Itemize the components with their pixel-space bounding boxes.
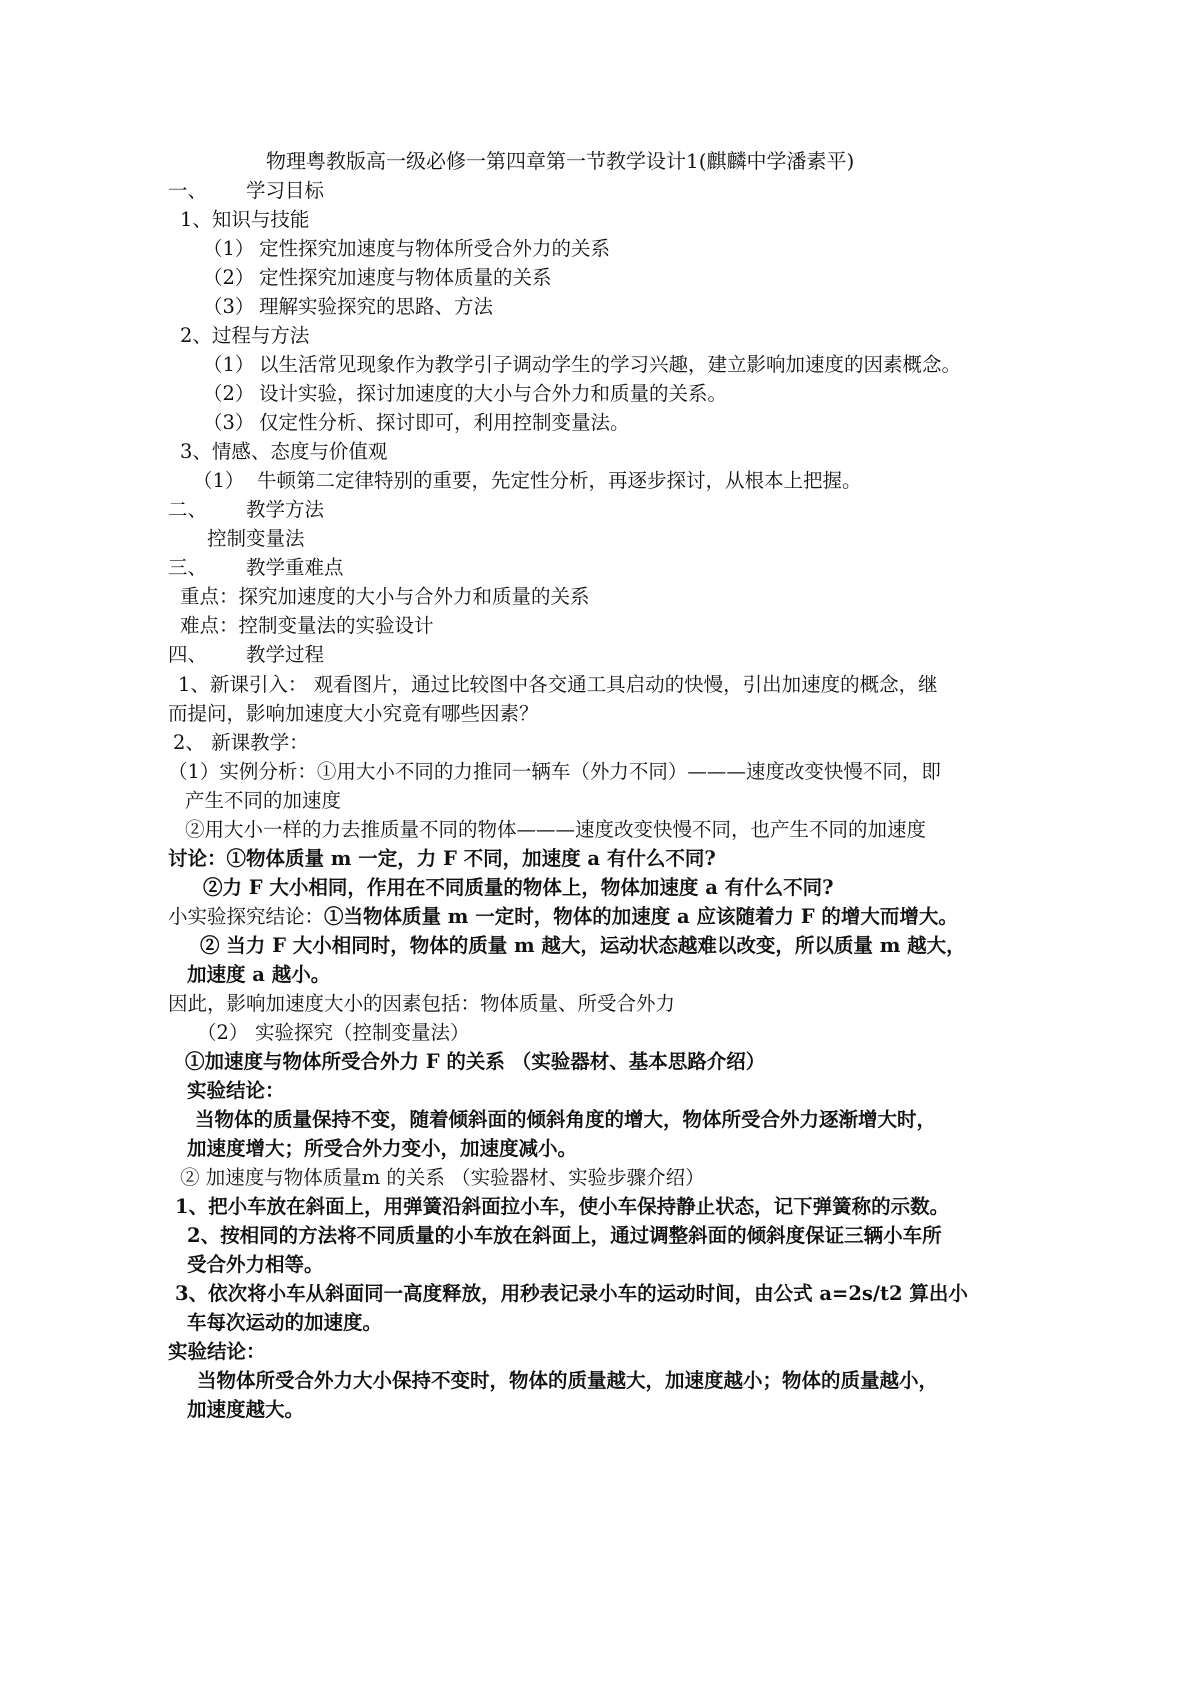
list-item <box>203 236 610 262</box>
experiment-a-conclusion-line-1: 当物体的质量保持不变，随着倾斜面的倾斜角度的增大，物体所受合外力逐渐增大时， <box>195 1108 937 1131</box>
item-text: 定性探究加速度与物体质量的关系 <box>259 266 552 289</box>
example-2: ②用大小一样的力去推质量不同的物体———速度改变快慢不同，也产生不同的加速度 <box>185 818 927 841</box>
difficult-point: 难点：控制变量法的实验设计 <box>180 614 434 637</box>
section-3-heading <box>168 555 344 581</box>
item-number: （1） <box>203 237 255 260</box>
section-2-heading <box>168 497 324 523</box>
item-text: 以生活常见现象作为教学引子调动学生的学习兴趣，建立影响加速度的因素概念。 <box>259 353 962 376</box>
section-4-heading <box>168 642 324 668</box>
small-experiment-conclusion <box>168 904 958 930</box>
list-item <box>193 468 862 494</box>
conclusion-2-line-2: 加速度 a 越小。 <box>187 963 331 986</box>
item-number: （1） <box>193 469 245 492</box>
document-title: 物理粤教版高一级必修一第四章第一节教学设计1(麒麟中学潘素平) <box>266 149 855 173</box>
item-number: （2） <box>197 1021 249 1044</box>
section-number: 二、 <box>168 498 208 521</box>
step-3-line-2: 车每次运动的加速度。 <box>187 1311 383 1334</box>
experiment-heading <box>197 1020 470 1046</box>
section-number: 四、 <box>168 643 208 666</box>
item-text: 仅定性分析、探讨即可，利用控制变量法。 <box>259 411 630 434</box>
section-title: 学习目标 <box>246 179 325 202</box>
step-1: 1、把小车放在斜面上，用弹簧沿斜面拉小车，使小车保持静止状态，记下弹簧称的示数。 <box>175 1195 950 1218</box>
conclusion-2-line-1: ② 当力 F 大小相同时，物体的质量 m 越大，运动状态越难以改变，所以质量 m 越大， <box>200 934 966 957</box>
section-title: 教学重难点 <box>246 556 344 579</box>
teaching-method: 控制变量法 <box>207 527 305 550</box>
section-1-heading <box>168 178 324 204</box>
item-text: 理解实验探究的思路、方法 <box>259 295 494 318</box>
item-number: （2） <box>203 266 255 289</box>
experiment-b-conclusion-line-1: 当物体所受合外力大小保持不变时，物体的质量越大，加速度越小；物体的质量越小， <box>197 1369 939 1392</box>
list-item <box>203 294 493 320</box>
experiment-a-conclusion-line-2: 加速度增大；所受合外力变小，加速度减小。 <box>187 1137 578 1160</box>
subsection-3-label: 3、情感、态度与价值观 <box>180 440 388 463</box>
example-1-line-2: 产生不同的加速度 <box>185 789 342 812</box>
section-number: 一、 <box>168 179 208 202</box>
new-lesson-label: 2、 新课教学： <box>173 731 309 754</box>
experiment-b-heading: ② 加速度与物体质量m 的关系 （实验器材、实验步骤介绍） <box>180 1166 705 1189</box>
list-item <box>203 265 552 291</box>
experiment-b-conclusion-label: 实验结论： <box>168 1340 266 1363</box>
step-3-line-1: 3、依次将小车从斜面同一高度释放，用秒表记录小车的运动时间，由公式 a=2s/t2 算出小 <box>175 1282 968 1305</box>
discussion-2: ②力 F 大小相同，作用在不同质量的物体上，物体加速度 a 有什么不同? <box>203 876 834 899</box>
item-text: 设计实验，探讨加速度的大小与合外力和质量的关系。 <box>259 382 728 405</box>
item-text: 实验探究（控制变量法） <box>255 1021 470 1044</box>
example-1-line-1: （1）实例分析：①用大小不同的力推同一辆车（外力不同）———速度改变快慢不同，即 <box>168 760 941 783</box>
experiment-b-conclusion-line-2: 加速度越大。 <box>187 1398 305 1421</box>
subsection-1-label: 1、知识与技能 <box>180 208 310 231</box>
intro-line-2: 而提问，影响加速度大小究竟有哪些因素？ <box>168 702 539 725</box>
item-number: （3） <box>203 295 255 318</box>
item-number: （2） <box>203 382 255 405</box>
item-number: （1） <box>203 353 255 376</box>
list-item <box>203 352 961 378</box>
step-2-line-2: 受合外力相等。 <box>187 1253 324 1276</box>
intro-line-1: 1、新课引入： 观看图片，通过比较图中各交通工具启动的快慢，引出加速度的概念，继 <box>178 673 938 696</box>
conclusion-label: 小实验探究结论： <box>168 905 325 928</box>
experiment-a-heading: ①加速度与物体所受合外力 F 的关系 （实验器材、基本思路介绍） <box>185 1050 766 1073</box>
key-point: 重点：探究加速度的大小与合外力和质量的关系 <box>180 585 590 608</box>
factors-summary: 因此，影响加速度大小的因素包括：物体质量、所受合外力 <box>168 992 676 1015</box>
discussion-1: 讨论：①物体质量 m 一定，力 F 不同，加速度 a 有什么不同? <box>168 847 716 870</box>
item-number: （3） <box>203 411 255 434</box>
experiment-a-conclusion-label: 实验结论： <box>187 1079 285 1102</box>
section-title: 教学过程 <box>246 643 325 666</box>
subsection-2-label: 2、过程与方法 <box>180 324 310 347</box>
section-number: 三、 <box>168 556 208 579</box>
item-text: 定性探究加速度与物体所受合外力的关系 <box>259 237 611 260</box>
list-item <box>203 410 630 436</box>
list-item <box>203 381 727 407</box>
item-text: 牛顿第二定律特别的重要，先定性分析，再逐步探讨，从根本上把握。 <box>257 469 862 492</box>
conclusion-text: ①当物体质量 m 一定时，物体的加速度 a 应该随着力 F 的增大而增大。 <box>324 905 958 928</box>
step-2-line-1: 2、按相同的方法将不同质量的小车放在斜面上，通过调整斜面的倾斜度保证三辆小车所 <box>187 1224 942 1247</box>
section-title: 教学方法 <box>246 498 325 521</box>
